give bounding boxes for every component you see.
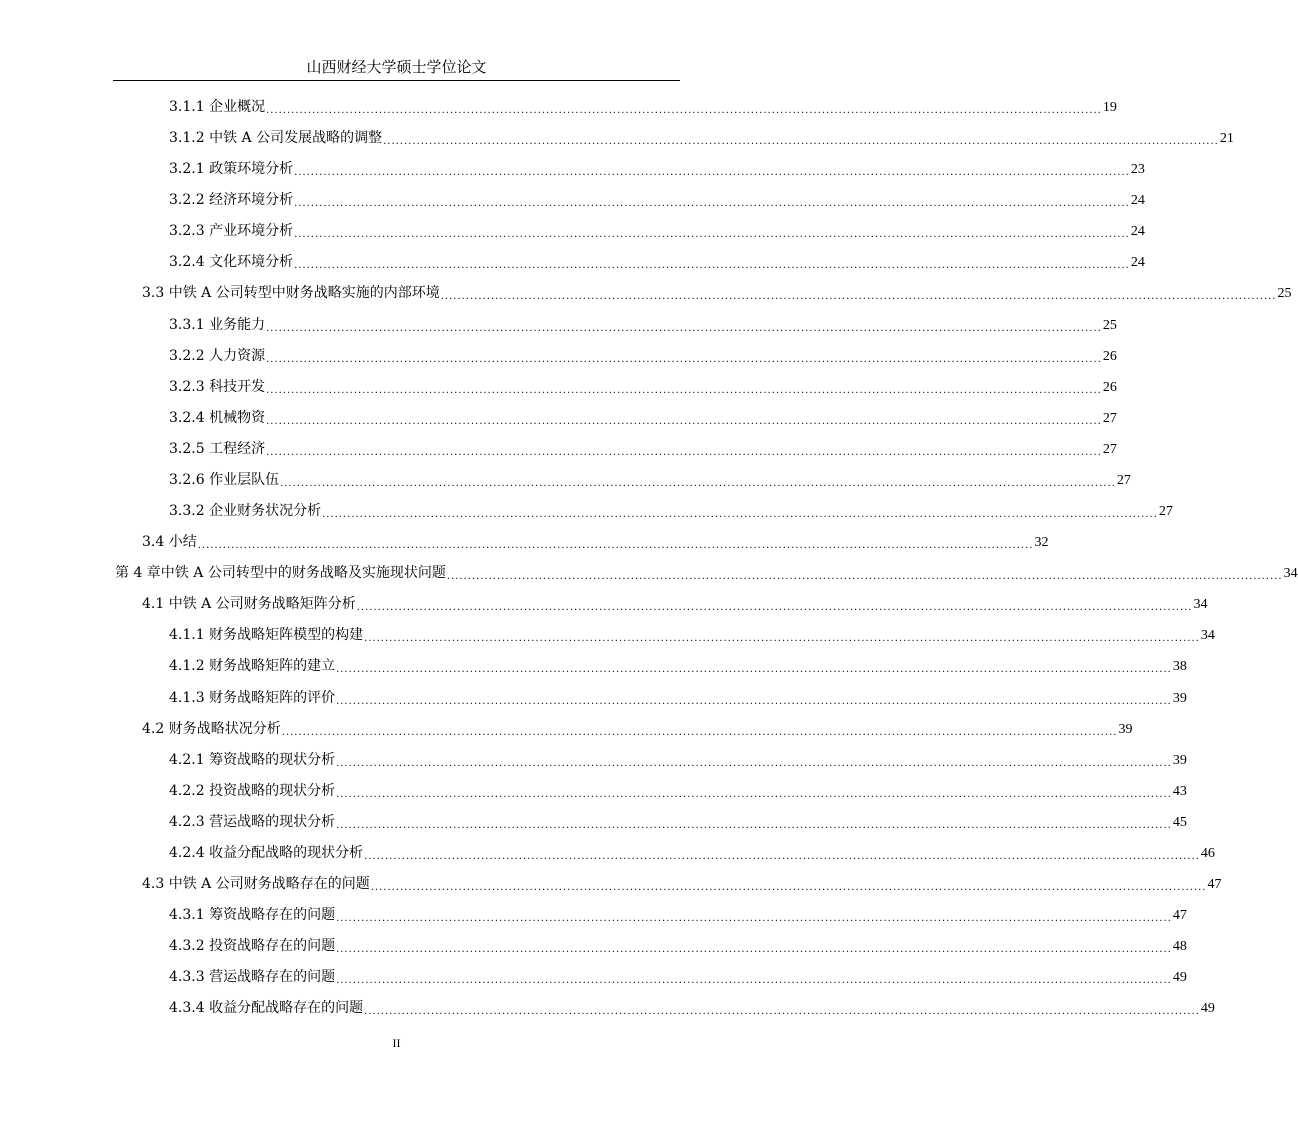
toc-entry[interactable]	[142, 714, 1133, 745]
toc-entry-title: 3.2.4 机械物资	[169, 410, 266, 426]
toc-entry-title: 4.1.2 财务战略矩阵的建立	[169, 658, 336, 674]
toc-entry-title: 3.3.1 业务能力	[169, 317, 266, 333]
toc-entry-page: 23	[1130, 162, 1145, 177]
toc-entry[interactable]	[169, 776, 1187, 807]
toc-entry-page: 34	[1193, 597, 1208, 612]
toc-entry-page: 26	[1102, 380, 1117, 395]
thesis-title: 山西财经大学硕士学位论文	[306, 58, 487, 76]
toc-dot-leader: ........................................................................................................................................................................................................	[322, 509, 1158, 520]
toc-dot-leader: ........................................................................................................................................................................................................	[336, 944, 1172, 955]
toc-dot-leader: ........................................................................................................................................................................................................	[294, 198, 1130, 209]
toc-entry[interactable]	[142, 278, 1292, 309]
toc-entry-title: 4.2.3 营运战略的现状分析	[169, 814, 336, 830]
toc-entry-page: 39	[1118, 722, 1133, 737]
toc-entry-title: 3.2.3 产业环境分析	[169, 223, 294, 239]
toc-entry[interactable]	[169, 807, 1187, 838]
toc-entry[interactable]	[169, 465, 1131, 496]
toc-entry[interactable]	[169, 372, 1117, 403]
toc-entry-title: 3.2.6 作业层队伍	[169, 472, 280, 488]
toc-entry-title: 4.3.2 投资战略存在的问题	[169, 938, 336, 954]
toc-entry-page: 34	[1200, 628, 1215, 643]
toc-dot-leader: ........................................................................................................................................................................................................	[294, 229, 1130, 240]
toc-entry[interactable]	[142, 869, 1222, 900]
toc-dot-leader: ........................................................................................................................................................................................................	[280, 478, 1116, 489]
toc-entry-page: 47	[1207, 877, 1222, 892]
toc-entry[interactable]	[169, 434, 1117, 465]
page-number: II	[392, 1036, 401, 1050]
toc-entry-title: 3.2.5 工程经济	[169, 441, 266, 457]
toc-dot-leader: ........................................................................................................................................................................................................	[266, 323, 1102, 334]
toc-entry[interactable]	[169, 745, 1187, 776]
toc-dot-leader: ........................................................................................................................................................................................................	[336, 758, 1172, 769]
toc-entry-title: 4.2.4 收益分配战略的现状分析	[169, 845, 364, 861]
toc-entry-page: 24	[1130, 224, 1145, 239]
toc-dot-leader: ........................................................................................................................................................................................................	[197, 540, 1034, 551]
toc-entry[interactable]	[169, 651, 1187, 682]
toc-entry-page: 49	[1200, 1001, 1215, 1016]
toc-entry-title: 4.1.1 财务战略矩阵模型的构建	[169, 627, 364, 643]
toc-entry-title: 3.1.2 中铁 A 公司发展战略的调整	[169, 130, 383, 146]
toc-entry-page: 25	[1102, 318, 1117, 333]
toc-entry-page: 39	[1172, 753, 1187, 768]
toc-entry[interactable]	[169, 962, 1187, 993]
toc-dot-leader: ........................................................................................................................................................................................................	[336, 820, 1172, 831]
toc-dot-leader: ........................................................................................................................................................................................................	[336, 913, 1172, 924]
toc-entry-title: 3.3.2 企业财务状况分析	[169, 503, 322, 519]
toc-entry-page: 21	[1219, 131, 1234, 146]
toc-entry-title: 第 4 章中铁 A 公司转型中的财务战略及实施现状问题	[115, 565, 446, 581]
toc-entry-title: 3.2.2 经济环境分析	[169, 192, 294, 208]
toc-entry[interactable]	[169, 683, 1187, 714]
toc-entry[interactable]	[169, 341, 1117, 372]
toc-entry-page: 19	[1102, 100, 1117, 115]
toc-entry[interactable]	[169, 900, 1187, 931]
toc-dot-leader: ........................................................................................................................................................................................................	[440, 291, 1277, 302]
toc-entry-page: 32	[1034, 535, 1049, 550]
toc-dot-leader: ........................................................................................................................................................................................................	[336, 975, 1172, 986]
toc-entry-page: 49	[1172, 970, 1187, 985]
toc-entry[interactable]	[142, 527, 1049, 558]
toc-entry-title: 4.2 财务战略状况分析	[142, 721, 281, 737]
toc-entry[interactable]	[115, 558, 1298, 589]
toc-entry-title: 4.3.1 筹资战略存在的问题	[169, 907, 336, 923]
toc-dot-leader: ........................................................................................................................................................................................................	[266, 385, 1102, 396]
toc-entry-title: 3.3 中铁 A 公司转型中财务战略实施的内部环境	[142, 285, 440, 301]
toc-entry[interactable]	[169, 496, 1173, 527]
toc-dot-leader: ........................................................................................................................................................................................................	[383, 136, 1219, 147]
toc-entry-title: 4.3.3 营运战略存在的问题	[169, 969, 336, 985]
toc-entry-title: 3.2.1 政策环境分析	[169, 161, 294, 177]
toc-entry-title: 4.3.4 收益分配战略存在的问题	[169, 1000, 364, 1016]
toc-entry[interactable]	[169, 620, 1215, 651]
toc-dot-leader: ........................................................................................................................................................................................................	[266, 354, 1102, 365]
toc-dot-leader: ........................................................................................................................................................................................................	[281, 727, 1118, 738]
toc-entry[interactable]	[169, 838, 1215, 869]
toc-entry-page: 27	[1102, 411, 1117, 426]
toc-entry-page: 25	[1277, 286, 1292, 301]
toc-entry-title: 3.2.2 人力资源	[169, 348, 266, 364]
toc-dot-leader: ........................................................................................................................................................................................................	[336, 789, 1172, 800]
toc-dot-leader: ........................................................................................................................................................................................................	[336, 664, 1172, 675]
toc-entry[interactable]	[169, 185, 1145, 216]
toc-entry-title: 4.1.3 财务战略矩阵的评价	[169, 690, 336, 706]
toc-entry[interactable]	[169, 931, 1187, 962]
toc-entry-title: 4.1 中铁 A 公司财务战略矩阵分析	[142, 596, 356, 612]
toc-entry-page: 38	[1172, 659, 1187, 674]
toc-entry[interactable]	[169, 403, 1117, 434]
toc-entry[interactable]	[169, 216, 1145, 247]
toc-entry[interactable]	[169, 310, 1117, 341]
toc-entry[interactable]	[169, 993, 1215, 1024]
toc-entry[interactable]	[169, 247, 1145, 278]
toc-dot-leader: ........................................................................................................................................................................................................	[364, 633, 1200, 644]
toc-entry[interactable]	[169, 123, 1234, 154]
toc-entry[interactable]	[169, 154, 1145, 185]
toc-entry-page: 48	[1172, 939, 1187, 954]
toc-entry-page: 24	[1130, 193, 1145, 208]
toc-entry-title: 3.1.1 企业概况	[169, 99, 266, 115]
toc-dot-leader: ........................................................................................................................................................................................................	[266, 416, 1102, 427]
toc-entry-title: 4.2.2 投资战略的现状分析	[169, 783, 336, 799]
toc-entry-title: 3.2.3 科技开发	[169, 379, 266, 395]
toc-entry-title: 3.2.4 文化环境分析	[169, 254, 294, 270]
toc-entry-page: 27	[1116, 473, 1131, 488]
toc-entry[interactable]	[169, 92, 1117, 123]
toc-entry-page: 27	[1102, 442, 1117, 457]
toc-entry-page: 26	[1102, 349, 1117, 364]
toc-dot-leader: ........................................................................................................................................................................................................	[370, 882, 1207, 893]
toc-entry-title: 3.4 小结	[142, 534, 197, 550]
toc-dot-leader: ........................................................................................................................................................................................................	[266, 447, 1102, 458]
toc-dot-leader: ........................................................................................................................................................................................................	[294, 167, 1130, 178]
toc-entry-page: 45	[1172, 815, 1187, 830]
toc-entry-page: 43	[1172, 784, 1187, 799]
toc-entry-page: 39	[1172, 691, 1187, 706]
toc-dot-leader: ........................................................................................................................................................................................................	[336, 696, 1172, 707]
toc-entry-page: 47	[1172, 908, 1187, 923]
toc-entry-page: 46	[1200, 846, 1215, 861]
toc-entry[interactable]	[142, 589, 1208, 620]
toc-dot-leader: ........................................................................................................................................................................................................	[364, 1006, 1200, 1017]
toc-entry-page: 34	[1283, 566, 1298, 581]
toc-dot-leader: ........................................................................................................................................................................................................	[364, 851, 1200, 862]
page-footer	[0, 1036, 793, 1051]
toc-entry-page: 27	[1158, 504, 1173, 519]
toc-entry-page: 24	[1130, 255, 1145, 270]
toc-dot-leader: ........................................................................................................................................................................................................	[446, 571, 1283, 582]
toc-dot-leader: ........................................................................................................................................................................................................	[266, 105, 1102, 116]
toc-entry-title: 4.2.1 筹资战略的现状分析	[169, 752, 336, 768]
toc-dot-leader: ........................................................................................................................................................................................................	[294, 260, 1130, 271]
page-header	[113, 54, 680, 81]
toc-entry-title: 4.3 中铁 A 公司财务战略存在的问题	[142, 876, 370, 892]
toc-dot-leader: ........................................................................................................................................................................................................	[356, 602, 1193, 613]
